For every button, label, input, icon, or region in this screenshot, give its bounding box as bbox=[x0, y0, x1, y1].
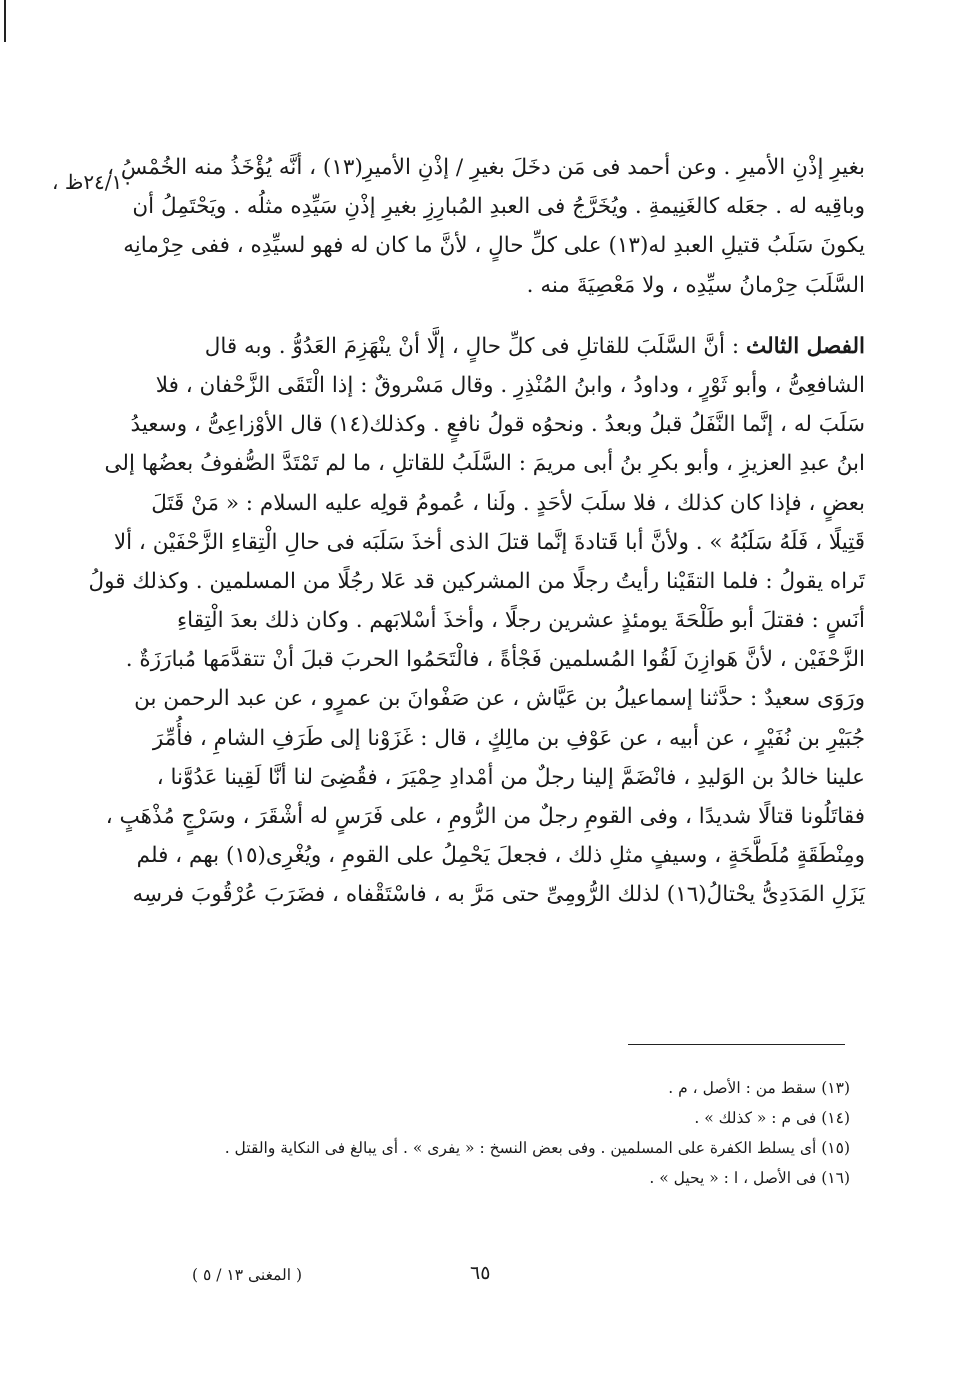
text-line: جُبَيْرِ بن نُفَيْرٍ ، عن أبيه ، عن عَوْفِ بن مالِكٍ ، قال : غَزَوْنا إلى طَرَفِ الشامِ ، فأُمِّرَ bbox=[152, 725, 865, 751]
text-line: تَراه يقولُ : فلما التقَيْنا رأيتُ رجلًا من المشركين قد عَلا رجُلًا من المسلمين . وكذلك قولُ bbox=[88, 568, 865, 594]
text-line: ورَوَى سعيدٌ : حدَّثنا إسماعيلُ بن عَيَّاش ، عن صَفْوانَ بن عمرٍو ، عن عبد الرحمن بن bbox=[134, 686, 865, 712]
paragraph-2 bbox=[88, 327, 865, 915]
text-line: وباقِيه له . جعَله كالغَنِيمةِ . ويُخَرَّجُ فى العبدِ المُبارِزِ بغيرِ إذْنِ سَيِّدِه مثلُه . ويَحْتَمِلُ أن bbox=[132, 194, 865, 220]
footnote-divider bbox=[628, 1044, 845, 1045]
text-line: فقاتَلُونا قتالًا شديدًا ، وفى القومِ رجلٌ من الرُّومِ ، على فَرَسٍ له أشْقَرَ ، وسَرْجٍ مُذْهَبٍ ، bbox=[105, 804, 865, 829]
text-line: أنَسٍ : فقتلَ أبو طَلْحَةَ يومئذٍ عشرين رجلًا ، وأخذَ أسْلابَهم . وكان ذلك بعدَ الْتِقاءِ bbox=[177, 608, 865, 634]
page-number: ٦٥ bbox=[470, 1262, 491, 1284]
paragraph-1 bbox=[107, 148, 865, 305]
text-line bbox=[150, 327, 865, 366]
text-line: قَتِيلًا ، فَلَهُ سَلَبُهُ » . ولأنَّ أبا قَتادةَ إنَّما قتلَ الذى أخذَ سَلَبَه فى حالِ الْتِقاءِ الزَّحْفَيْن ، ألا bbox=[113, 529, 865, 555]
text-line: بعضٍ ، فإذا كان كذلك ، فلا سلَبَ لأحَدٍ . ولَنا ، عُمومُ قولِه عليه السلام : « مَنْ قَتَلَ bbox=[151, 490, 865, 516]
footnotes bbox=[150, 1073, 850, 1193]
footnote: (١٤) فى م : « كذلك » . bbox=[694, 1109, 850, 1127]
footnote: (١٦) فى الأصل ، ا : « يحيل » . bbox=[649, 1169, 850, 1187]
text-line: ومِنْطَقَةٍ مُلَطَّخَةٍ ، وسيفٍ مثلِ ذلك ، فجعلَ يَحْمِلُ على القومِ ، ويُغْرِى(١٥) بهم ، فلم bbox=[136, 843, 865, 869]
text-line: الشافعِىُّ ، وأبو ثَوْرٍ ، وداودُ ، وابنُ المُنْذِرِ . وقال مَسْروقٌ : إذا الْتَقَى الزَّحْفان ، فلا bbox=[155, 372, 865, 398]
text-line: علينا خالدُ بن الوَليدِ ، فانْضَمَّ إلينا رجلٌ من أمْدادِ حِمْيَرَ ، فقُضِىَ لنا أنَّا لَقِينا عَدُوَّنا ، bbox=[156, 764, 865, 790]
text-line: بغيرِ إذْنِ الأميرِ . وعن أحمد فى مَن دخَلَ بغيرِ / إذْنِ الأميرِ(١٣) ، أنَّه يُؤْخَذُ منه الخُمْسُ ، bbox=[107, 155, 865, 180]
text-line: يكونَ سَلَبُ قتيلِ العبدِ له(١٣) على كلِّ حالٍ ، لأنَّ ما كان له فهو لسيِّدِه ، ففى حِرْمانِه bbox=[123, 233, 865, 259]
footnote: (١٥) أى يسلط الكفرة على المسلمين . وفى بعض النسخ : « يفرى » . أى يبالغ فى النكاية والقتل . bbox=[224, 1139, 850, 1157]
footnote: (١٣) سقط من : الأصل ، م . bbox=[668, 1079, 850, 1097]
volume-reference: ( المغنى ١٣ / ٥ ) bbox=[192, 1266, 303, 1284]
text-line: السَّلَبَ حِرْمانُ سيِّدِه ، ولا مَعْصِيَةَ منه . bbox=[526, 272, 865, 298]
page-edge-rule bbox=[4, 0, 6, 42]
text-line: الزَّحْفَيْن ، لأنَّ هَوازِنَ لَقُوا المُسلمين فَجْأةً ، فالْتَحَمُوا الحربَ قبلَ أنْ تتقدَّمَها مُبارَزَةٌ . bbox=[125, 647, 865, 673]
section-heading: الفصل الثالث bbox=[745, 333, 865, 359]
heading-continuation: : أنَّ السَّلَبَ للقاتلِ فى كلِّ حالٍ ، إلَّا أنْ ينْهَزِمَ العَدُوُّ . وبه قال bbox=[204, 333, 746, 359]
text-line: سَلَبَ له ، إنَّما النَّفَلُ قبلُ وبعدُ . ونحوُه قولُ نافعٍ . وكذلك(١٤) قال الأوْزاعِىُّ ، وسعيدُ bbox=[130, 412, 865, 438]
text-line: ابنُ عبدِ العزيزِ ، وأبو بكرِ بنُ أبى مريمَ : السَّلَبُ للقاتلِ ، ما لم تَمْتَدَّ الصُّفوفُ بعضُها إلى bbox=[104, 451, 865, 477]
text-line: يَزَلِ المَدَدِىُّ يحْتالُ(١٦) لذلك الرُّومِىِّ حتى مَرَّ به ، فاسْتَقْفاه ، فضَرَبَ عُرْقُوبَ فرسِه bbox=[132, 882, 865, 908]
manuscript-folio-note: ٢٤/١٠ظ ، bbox=[52, 170, 134, 194]
